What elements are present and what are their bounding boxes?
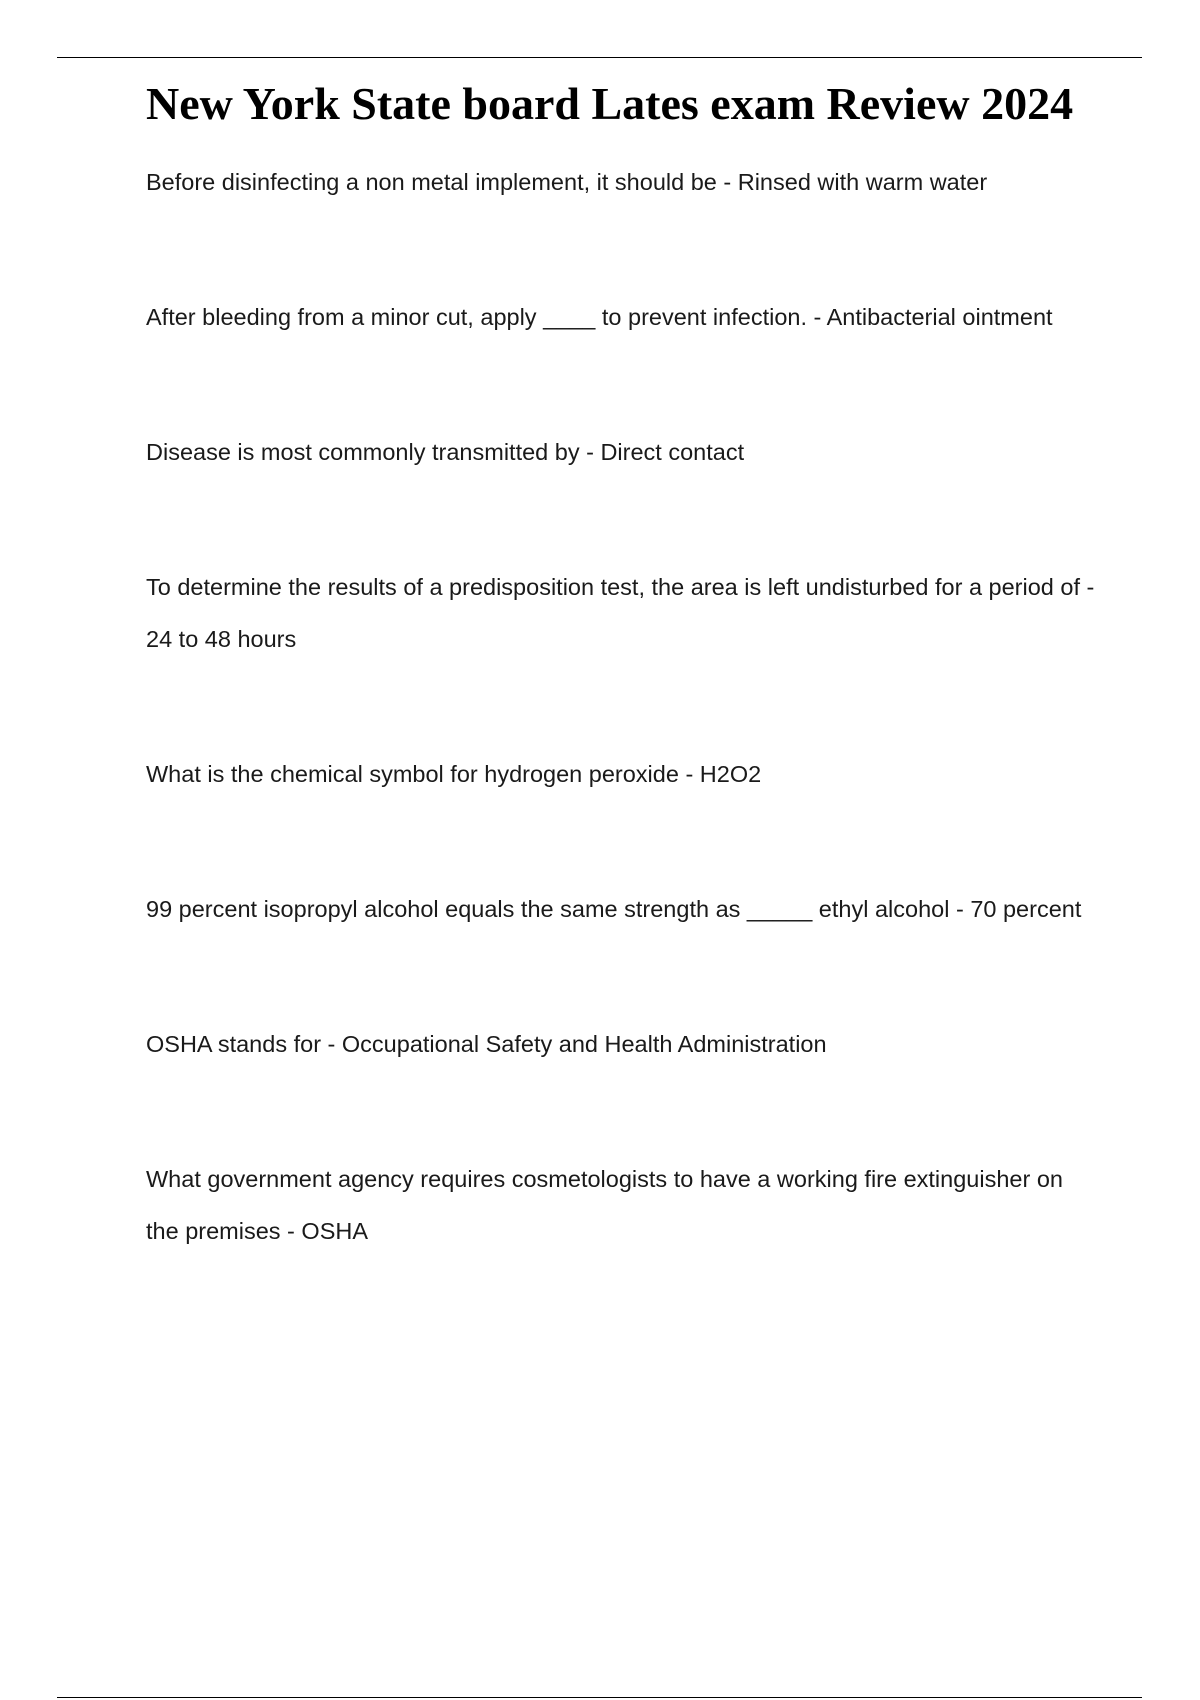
document-body xyxy=(146,70,1096,1340)
qa-item: Before disinfecting a non metal implement, it should be - Rinsed with warm water xyxy=(146,169,988,195)
document-title: New York State board Lates exam Review 2024 xyxy=(146,78,1074,129)
top-divider xyxy=(57,57,1142,58)
qa-item: What is the chemical symbol for hydrogen peroxide - H2O2 xyxy=(146,761,762,787)
qa-item: To determine the results of a predisposition test, the area is left undisturbed for a period of - 24 to 48 hours xyxy=(146,574,1095,652)
qa-item: 99 percent isopropyl alcohol equals the same strength as _____ ethyl alcohol - 70 percent xyxy=(146,896,1082,922)
qa-item: After bleeding from a minor cut, apply ____ to prevent infection. - Antibacterial ointment xyxy=(146,304,1053,330)
bottom-divider xyxy=(57,1697,1142,1698)
qa-item: Disease is most commonly transmitted by - Direct contact xyxy=(146,439,745,465)
qa-list xyxy=(146,156,1096,1257)
qa-item: What government agency requires cosmetologists to have a working fire extinguisher on the premises - OSHA xyxy=(146,1166,1063,1244)
qa-item: OSHA stands for - Occupational Safety and Health Administration xyxy=(146,1031,827,1057)
